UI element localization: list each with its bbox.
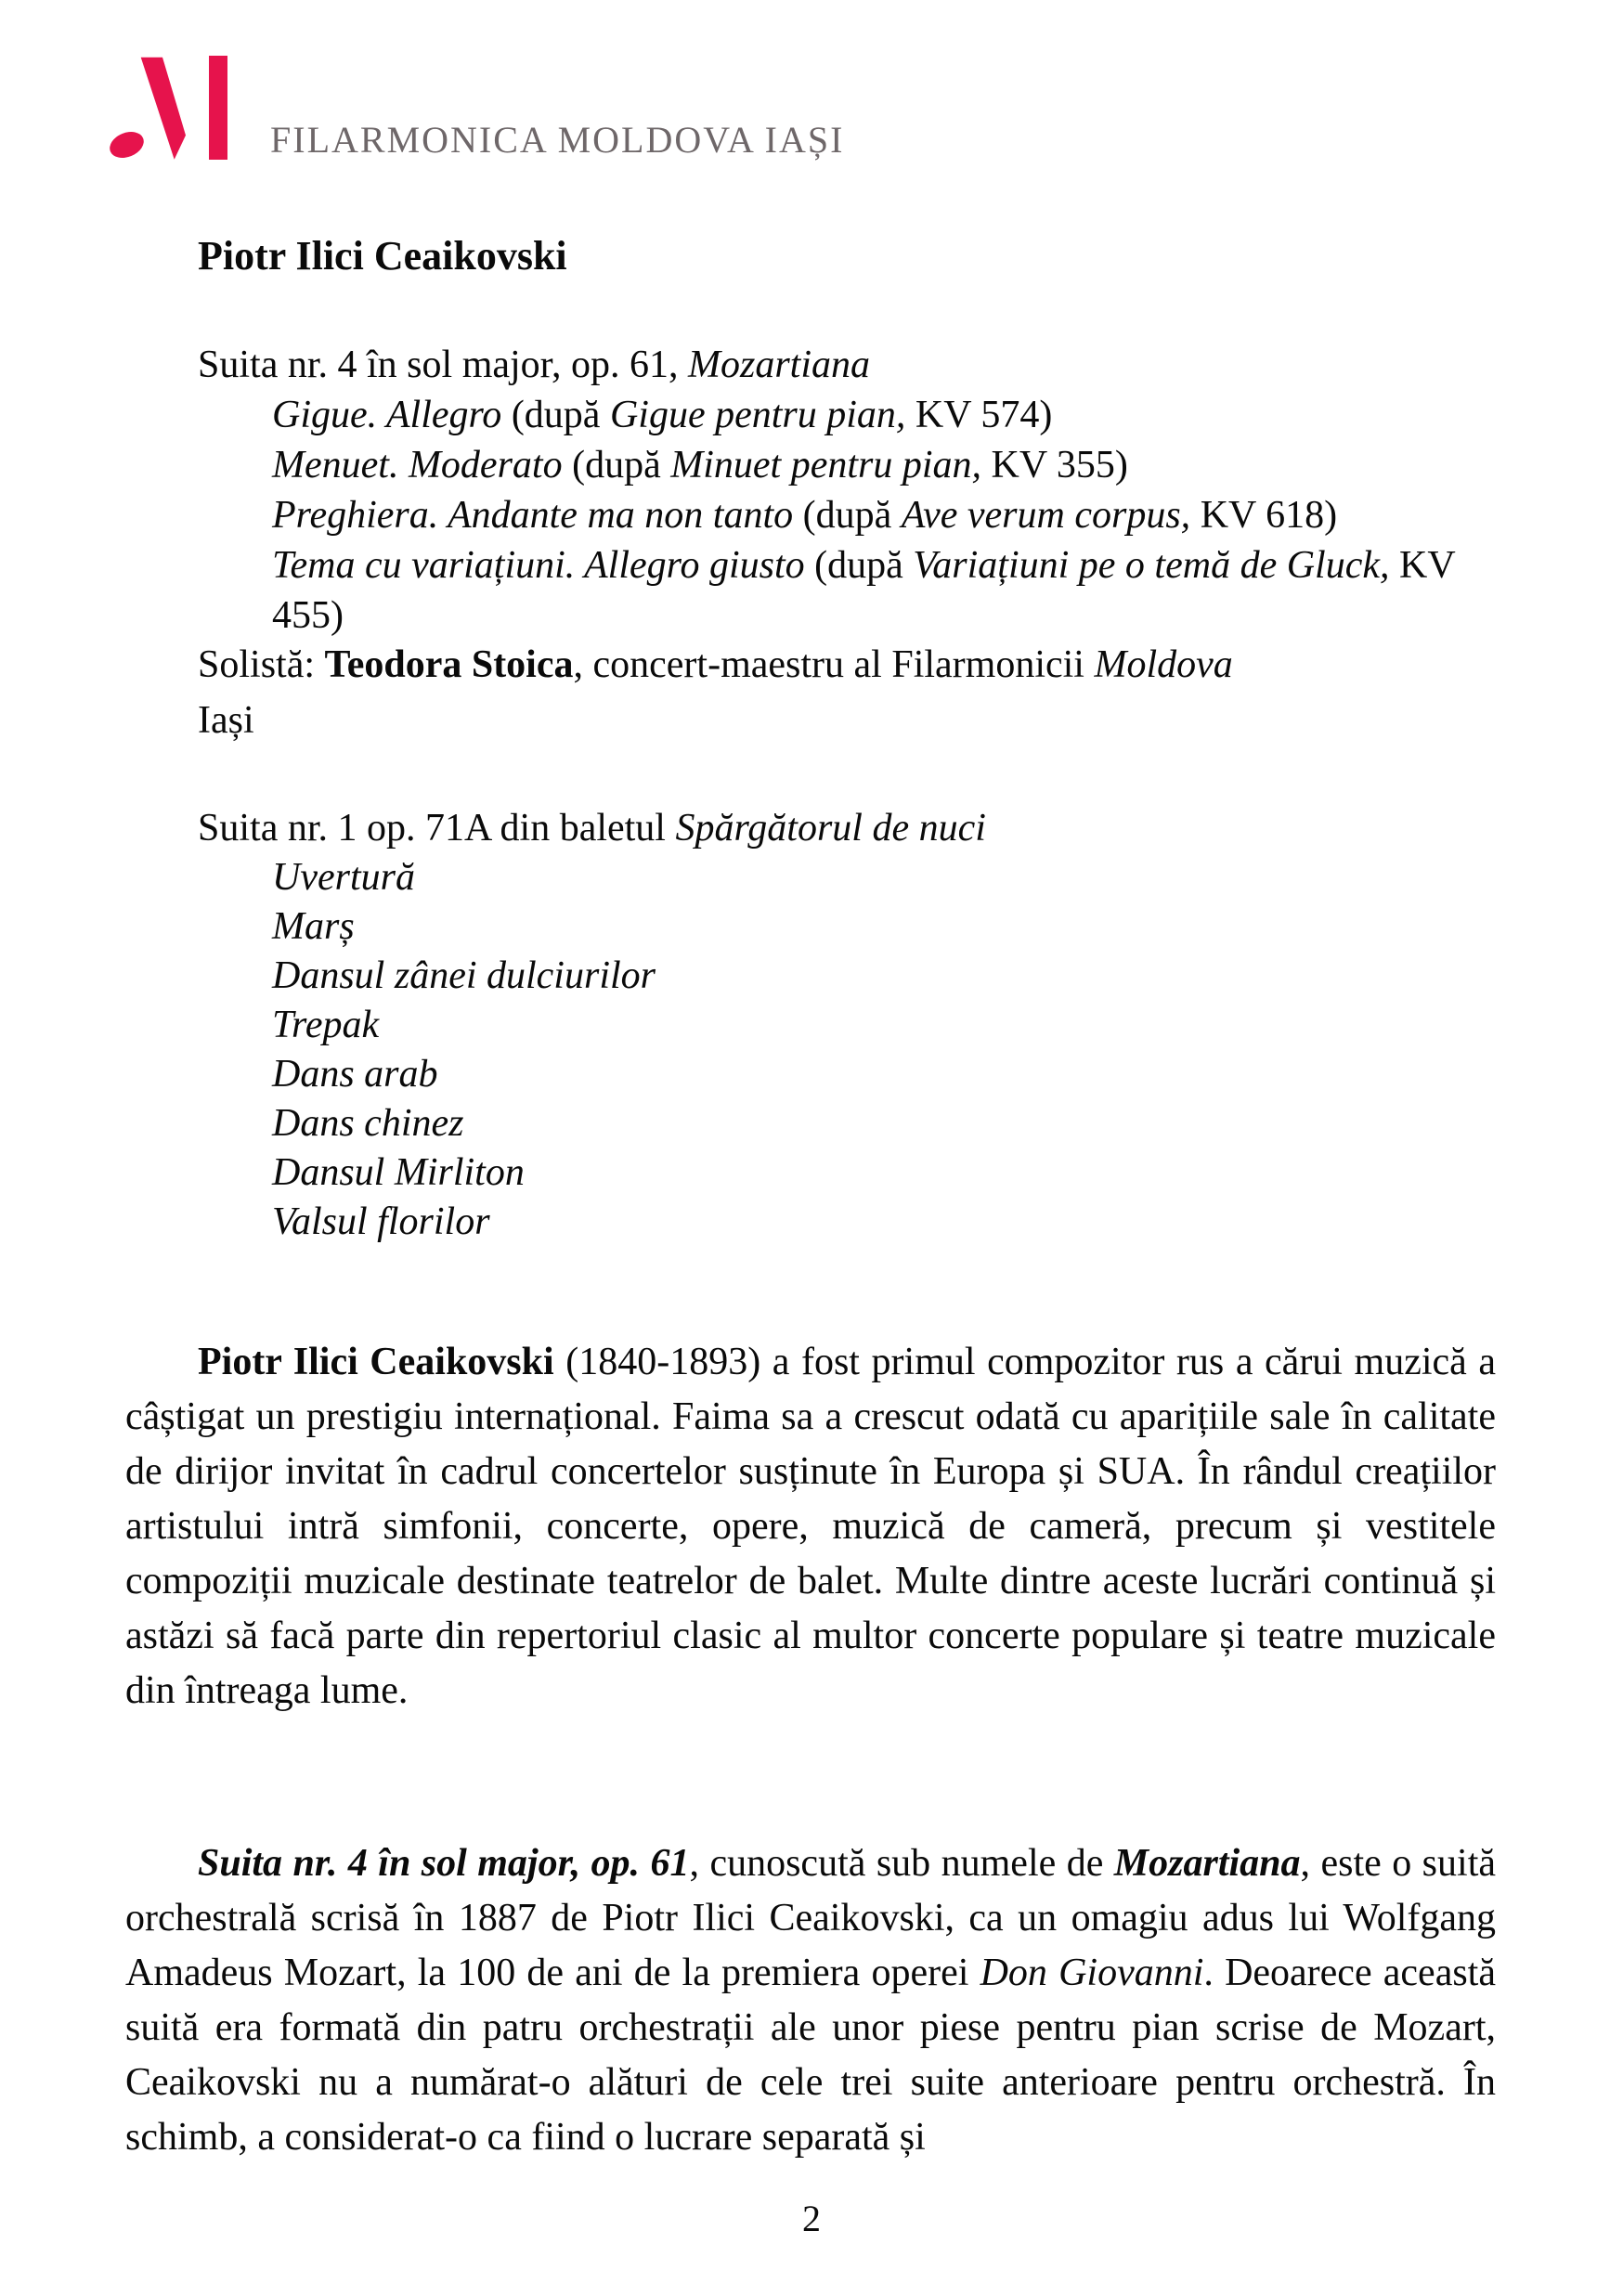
movement-kv: KV 618) [1190,494,1338,537]
bio-text: (1840-1893) a fost primul compozitor rus a cărui muzică a câștigat un prestigiu internațional. Faima sa a crescut odată cu aparițiile sale în calitate de dirijor invitat în cadrul concertelor susținute în Europa și SUA. În rândul creațiilor artistului intră simfonii, concerte, opere, muzică de cameră, precum și vestitele compoziții muzicale destinate teatrelor de balet. Multe dintre aceste lucrări continuă și astăzi să facă parte din repertoriul clasic al multor concerte populare și teatre muzicale din întreaga lume. [125,1341,1496,1712]
soloist-label: Solistă: [198,643,325,686]
movement-line: Valsul florilor [272,1200,490,1243]
work1-program [198,340,1500,641]
bio-paragraph [125,1335,1496,1719]
composer-heading: Piotr Ilici Ceaikovski [198,233,567,279]
movement-kv: KV [1389,544,1456,587]
movement-source: Ave verum corpus, [901,494,1191,537]
work2-program [198,804,1500,1247]
movement-line: Dansul zânei dulciurilor [272,954,656,997]
movement-line [198,540,1500,590]
work1-title-italic: Mozartiana [687,344,870,386]
movement-after: (după [804,544,914,587]
movement-tempo: Gigue. Allegro [272,394,502,436]
suite-text: . Deoarece această suită era formată din patru orchestrații ale unor piese pentru pian scrise de Mozart, Ceaikovski nu a numărat-o alături de cele trei suite anterioare pentru orchestră. În schimb, a considerat-o ca fiind o lucrare separată și [125,1952,1496,2159]
suite-name: Mozartiana [1113,1842,1301,1885]
suite-text: , cunoscută sub numele de [689,1842,1114,1885]
brand-title: FILARMONICA MOLDOVA IAȘI [270,119,845,161]
movement-line: Dans chinez [272,1102,464,1145]
movement-after: (după [793,494,902,537]
page-number: 2 [802,2198,821,2239]
movement-line-wrap: 455) [272,594,344,637]
movement-line: Marș [272,905,355,948]
movement-line [198,490,1500,540]
soloist-name: Teodora Stoica [324,643,574,686]
filarmonica-m-icon [107,51,227,161]
work2-title-italic: Spărgătorul de nuci [675,807,986,850]
work2-title [198,804,1500,853]
movement-source: Minuet pentru pian, [670,444,982,486]
movement-line: Dans arab [272,1053,438,1096]
movement-line [198,440,1500,490]
suite-text: , este o suită orchestrală scrisă în 1887 de Piotr Ilici Ceaikovski, ca un omagiu adus lui Wolfgang Amadeus Mozart, la 100 de ani de la premiera operei [125,1842,1496,1994]
soloist-line [198,637,1500,748]
opera-title: Don Giovanni [980,1952,1204,1994]
movement-kv: KV 355) [981,444,1128,486]
movement-tempo: Menuet. Moderato [272,444,563,486]
bio-composer-name: Piotr Ilici Ceaikovski [198,1341,554,1383]
suite-description-paragraph [125,1836,1496,2165]
movement-line: Dansul Mirliton [272,1151,525,1194]
movement-source: Variațiuni pe o temă de Gluck, [913,544,1390,587]
work1-title-plain: Suita nr. 4 în sol major, op. 61, [198,344,688,386]
soloist-orchestra-name: Moldova [1094,643,1233,686]
movement-line: Uvertură [272,856,415,899]
suite-title: Suita nr. 4 în sol major, op. 61 [198,1842,690,1885]
soloist-role: , concert-maestru al Filarmonicii [573,643,1095,686]
soloist-line-2: Iași [198,699,254,742]
movement-line [198,390,1500,440]
movement-source: Gigue pentru pian, [609,394,906,436]
movement-after: (după [562,444,671,486]
soloist-line-1 [198,637,1500,693]
work1-title [198,340,1500,390]
movement-after: (după [501,394,610,436]
work2-title-plain: Suita nr. 1 op. 71A din baletul [198,807,676,850]
movement-tempo: Preghiera. Andante ma non tanto [272,494,794,537]
movement-line: Trepak [272,1004,380,1046]
movement-kv: KV 574) [905,394,1053,436]
movement-tempo: Tema cu variațiuni. Allegro giusto [272,544,805,587]
